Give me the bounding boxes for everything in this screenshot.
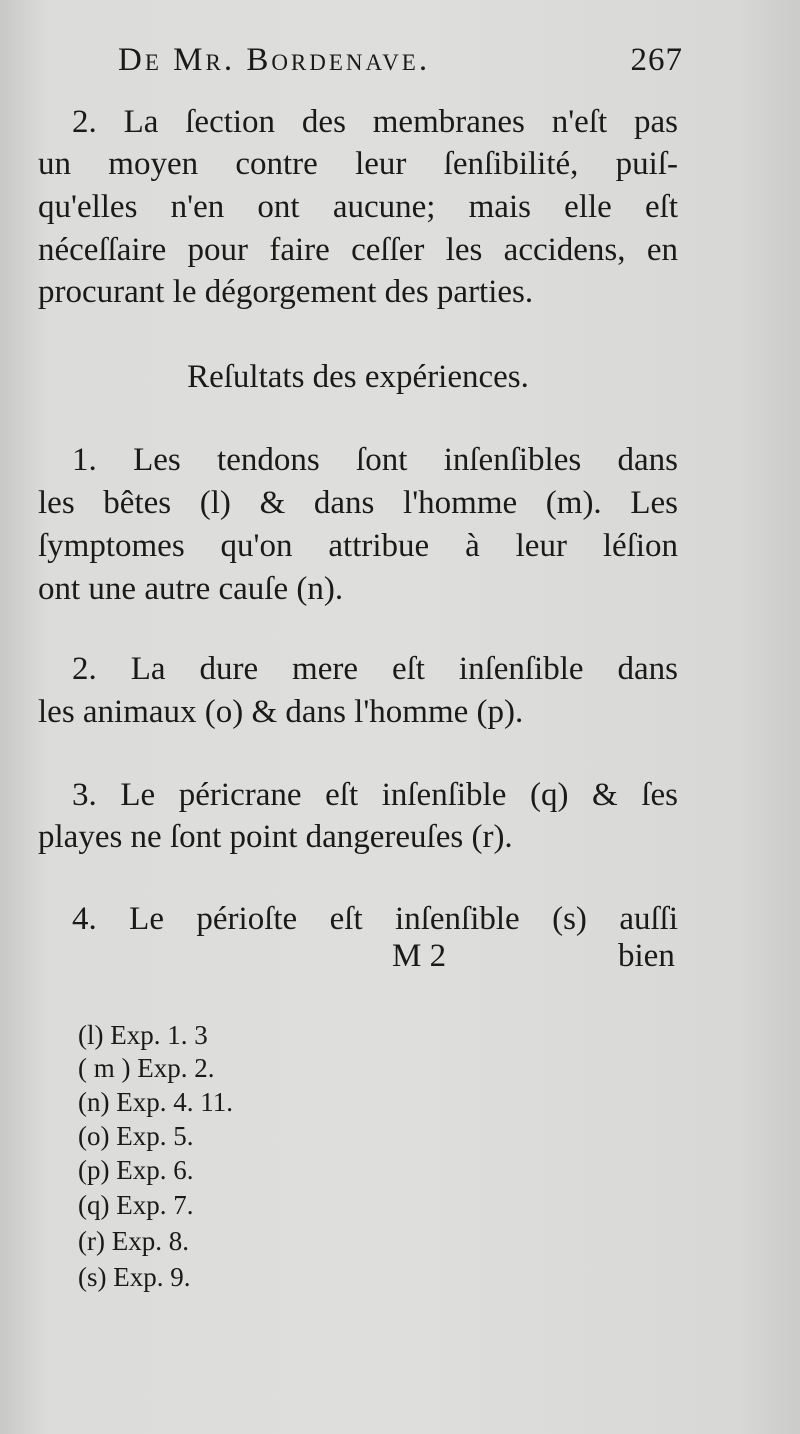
body-line: ont une autre cauſe (n). [38,571,344,607]
catchword: bien [618,938,675,974]
section-heading: Reſultats des expériences. [187,359,529,395]
footnote: (l) Exp. 1. 3 [78,1020,208,1050]
page-number: 267 [630,42,683,78]
footnote: (r) Exp. 8. [78,1226,189,1256]
body-line: procurant le dégorgement des parties. [38,274,534,310]
body-line: 2. La dure mere eſt inſenſible dans [72,651,678,687]
signature-mark: M 2 [392,938,447,974]
body-line: un moyen contre leur ſenſibilité, puiſ- [38,146,678,182]
body-line: les bêtes (l) & dans l'homme (m). Les [38,485,678,521]
body-line: 3. Le péricrane eſt inſenſible (q) & ſes [72,777,678,813]
body-line: qu'elles n'en ont aucune; mais elle eſt [38,189,678,225]
footnote: (n) Exp. 4. 11. [78,1087,233,1117]
body-line: 4. Le périoſte eſt inſenſible (s) auſſi [72,901,678,937]
body-line: playes ne ſont point dangereuſes (r). [38,819,513,855]
body-line: néceſſaire pour faire ceſſer les accidens, en [38,232,678,268]
body-line: ſymptomes qu'on attribue à leur léſion [38,528,678,564]
body-line: 1. Les tendons ſont inſenſibles dans [72,442,678,478]
body-line: 2. La ſection des membranes n'eſt pas [72,104,678,140]
footnote: ( m ) Exp. 2. [78,1053,215,1083]
footnote: (q) Exp. 7. [78,1190,194,1220]
footnote: (s) Exp. 9. [78,1262,191,1292]
body-line: les animaux (o) & dans l'homme (p). [38,694,524,730]
running-title: De Mr. Bordenave. [118,42,431,78]
footnote: (p) Exp. 6. [78,1155,194,1185]
page-header [118,42,683,79]
footnote: (o) Exp. 5. [78,1121,194,1151]
